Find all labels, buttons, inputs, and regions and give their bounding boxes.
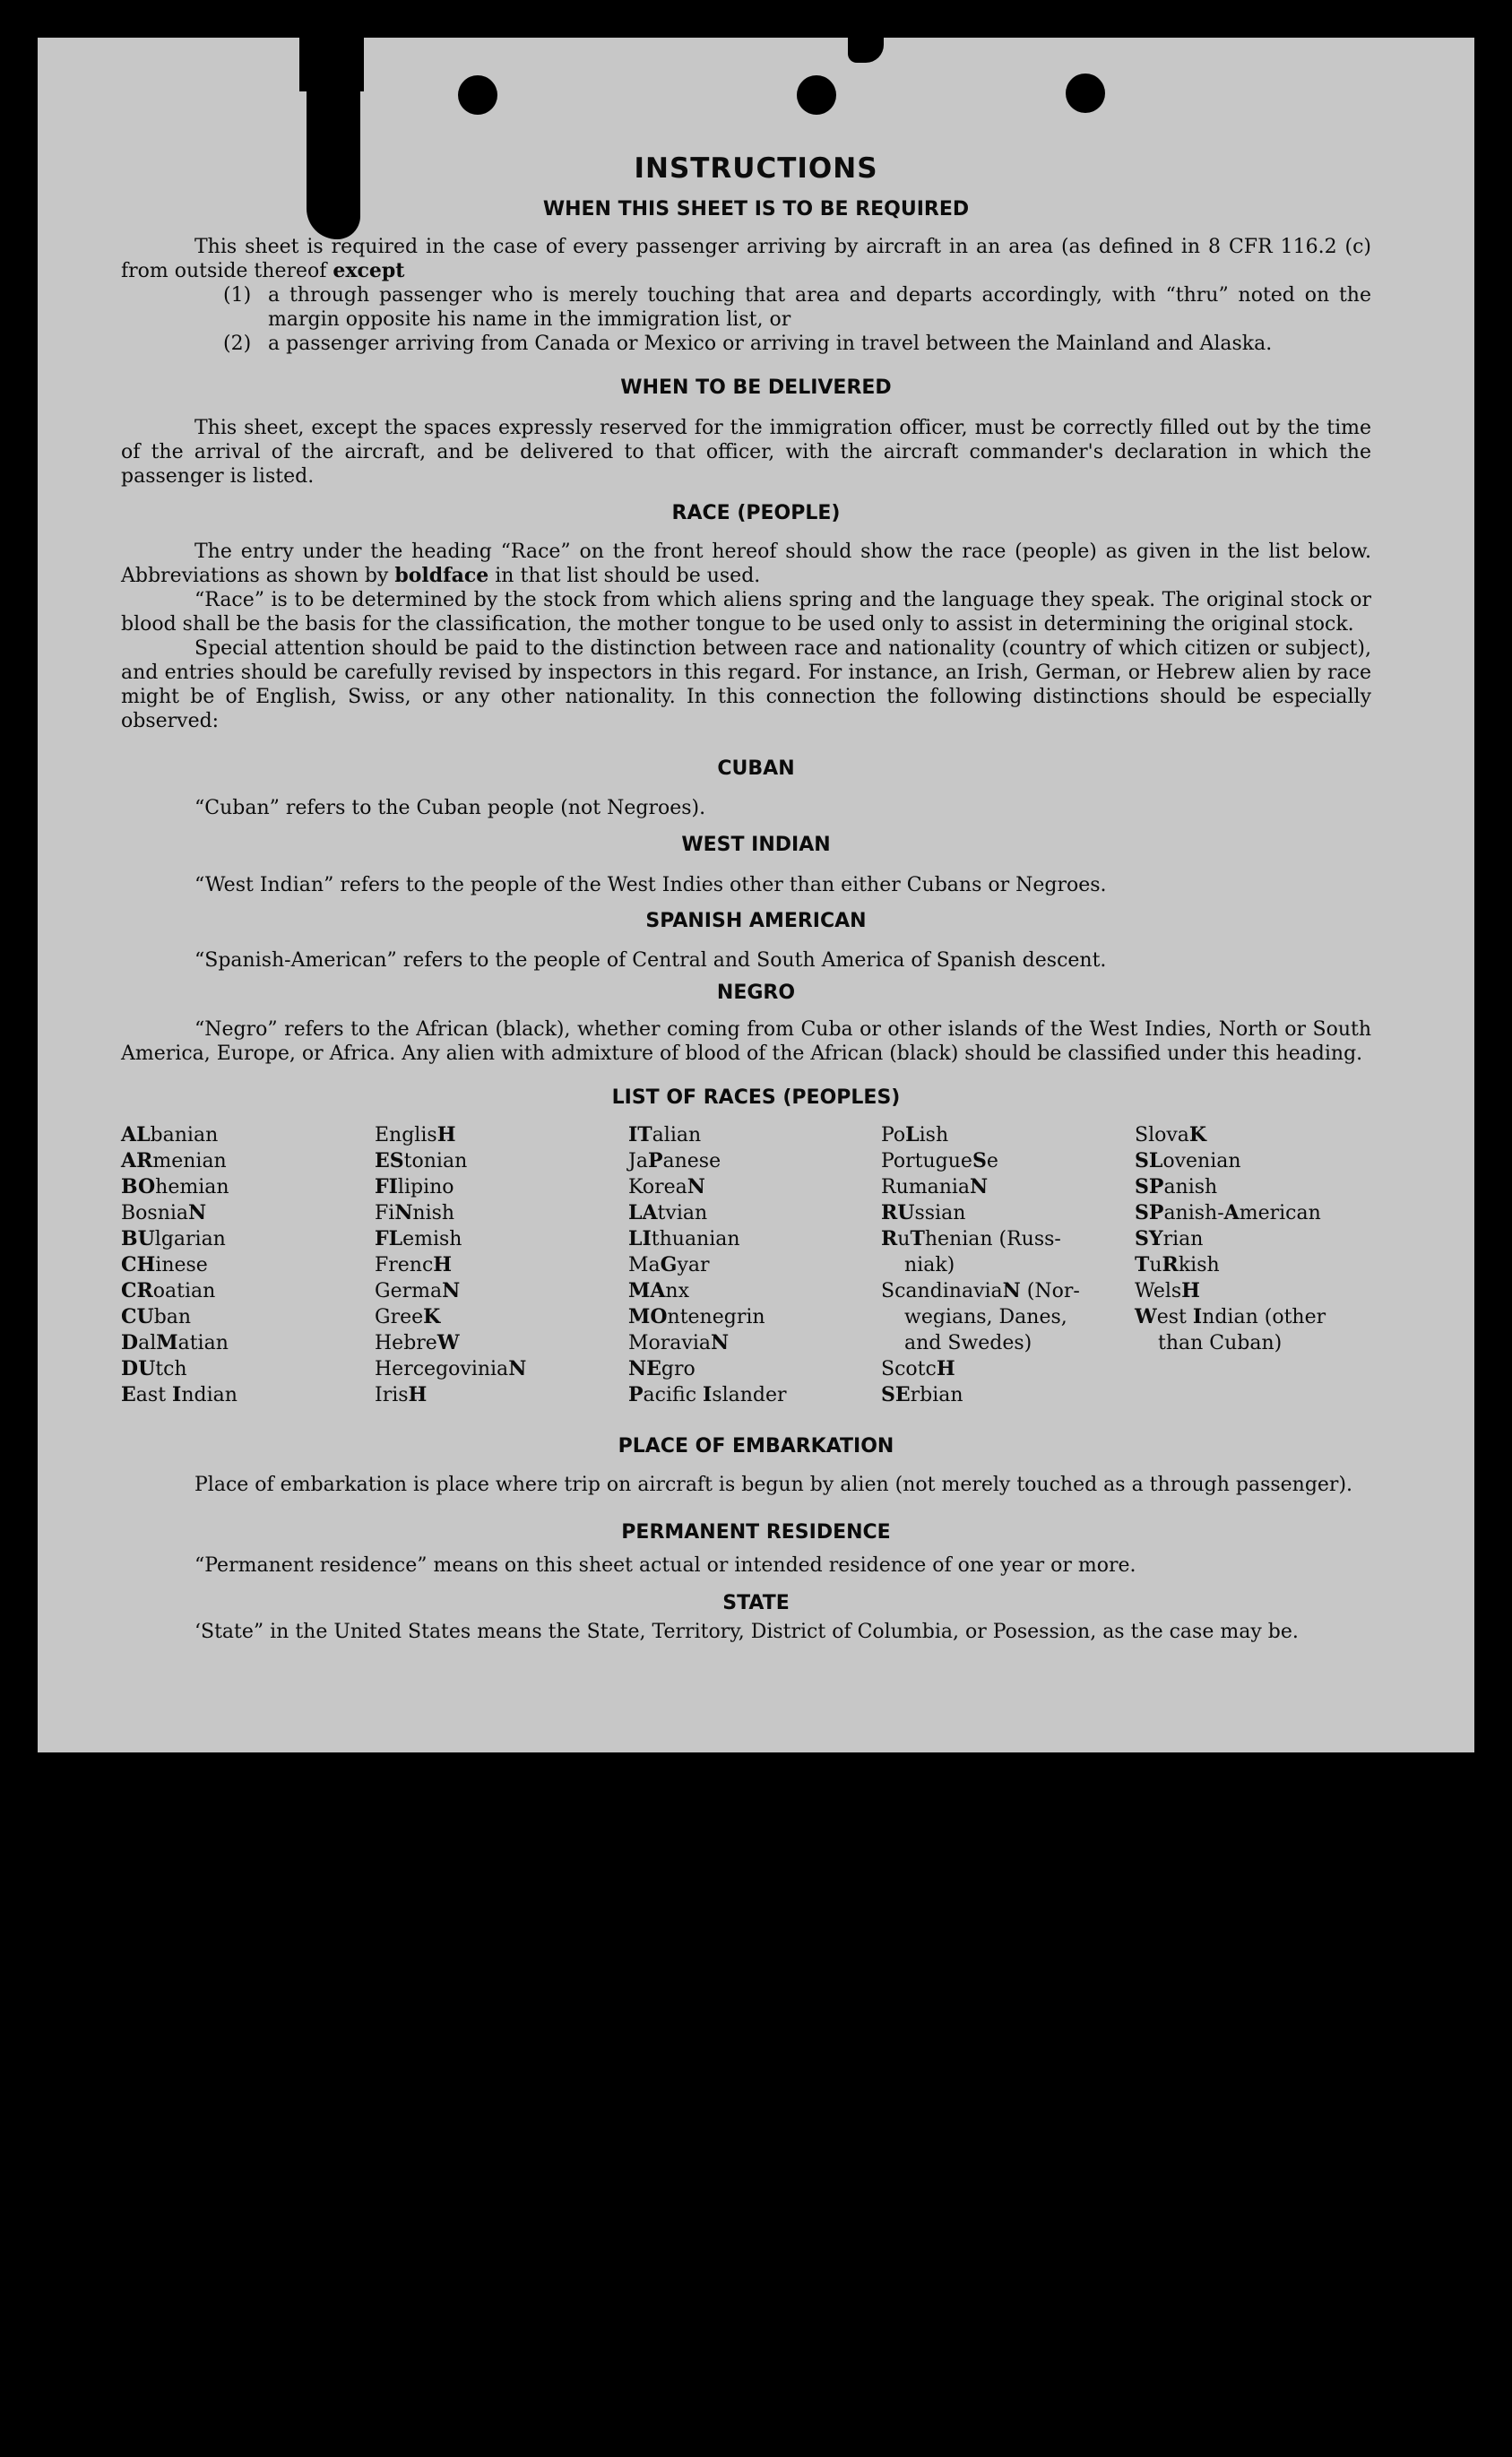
race-entry [1135,1148,1386,1174]
race-abbreviation: CH [121,1253,156,1276]
race-abbreviation: LI [628,1227,652,1250]
race-column [881,1122,1132,1408]
race-abbreviation: N [687,1175,705,1198]
paragraph: “Spanish-American” refers to the people of Central and South America of Spanish descent. [194,949,1107,972]
paragraph [121,540,1371,588]
race-name-part: and Swedes) [904,1332,1032,1354]
race-entry [375,1200,626,1226]
race-abbreviation: W [436,1331,460,1354]
section-when-required [121,235,1371,356]
race-entry [1135,1226,1386,1252]
race-column [121,1122,372,1408]
race-name-part: u [1149,1254,1162,1276]
section-permanent-residence [121,1553,1371,1578]
section-heading-race: RACE (PEOPLE) [671,502,841,524]
section-when-delivered [121,416,1371,489]
race-abbreviation: MO [628,1305,668,1328]
race-abbreviation: I [172,1383,182,1406]
race-abbreviation: S [972,1149,987,1172]
race-entry [628,1356,879,1382]
punch-hole [1066,74,1105,113]
race-name-part: Hebre [375,1332,437,1354]
race-abbreviation: H [408,1383,428,1406]
race-name-part: niak) [904,1254,955,1276]
race-name-part: rian [1162,1228,1204,1250]
race-entry [628,1304,879,1330]
section-race [121,540,1371,733]
race-abbreviation: P [647,1149,663,1172]
document-page [38,38,1474,1752]
race-abbreviation: ES [375,1149,404,1172]
race-name-part: oatian [152,1280,216,1302]
race-name-part: Scotc [881,1358,937,1380]
paragraph: “Permanent residence” means on this sheet actual or intended residence of one year or more. [194,1554,1136,1577]
race-entry [628,1330,879,1356]
race-abbreviation: SP [1135,1175,1164,1198]
race-entry [881,1356,1132,1382]
race-entry [121,1304,372,1330]
race-entry [121,1122,372,1148]
race-abbreviation: I [1192,1305,1203,1328]
race-entry [121,1356,372,1382]
paragraph: Special attention should be paid to the distinction between race and nationality (country of which citizen or subject), and entries should be carefully revised by inspectors in this regard. For instance, an Irish, German, or Hebrew alien by race might be of English, Swiss, or any other nationality. In this connection the following distinctions should be especially observed: [121,637,1371,732]
section-heading-spanish-american: SPANISH AMERICAN [645,910,867,932]
race-entry [375,1122,626,1148]
race-entry [881,1304,1132,1330]
race-name-part: anese [662,1150,721,1172]
section-west-indian [121,873,1371,897]
section-heading-negro: NEGRO [716,982,796,1004]
race-entry [628,1226,879,1252]
race-abbreviation: A [1223,1201,1240,1224]
race-abbreviation: I [703,1383,713,1406]
race-name-part: slander [712,1384,787,1406]
race-abbreviation: R [881,1227,898,1250]
race-entry [628,1174,879,1200]
race-name-part: Korea [628,1176,687,1198]
race-abbreviation: P [628,1383,644,1406]
race-name-part: (Nor- [1020,1280,1080,1302]
race-entry [375,1174,626,1200]
race-name-part: Ma [628,1254,661,1276]
paragraph: “Race” is to be determined by the stock from which aliens spring and the language they speak. The original stock or blood shall be the basis for the classification, the mother tongue to be used only to assist in determining the original stock. [121,589,1371,636]
paragraph: Place of embarkation is place where trip on aircraft is begun by alien (not merely touched as a through passenger). [194,1474,1353,1496]
race-name-part: est [1156,1306,1193,1328]
race-name-part: yar [677,1254,710,1276]
race-entry [375,1356,626,1382]
race-name-part: ovenian [1162,1150,1241,1172]
race-abbreviation: K [423,1305,441,1328]
race-abbreviation: N [188,1201,207,1224]
race-entry [1135,1122,1386,1148]
race-name-part: ast [135,1384,173,1406]
race-abbreviation: AR [121,1149,153,1172]
race-name-part: nish [412,1202,455,1224]
section-heading-permanent-residence: PERMANENT RESIDENCE [621,1521,891,1544]
race-abbreviation: N [508,1357,527,1380]
torn-paper-edge [848,38,884,63]
race-entry [375,1226,626,1252]
race-abbreviation: E [121,1383,136,1406]
paragraph: ‘State” in the United States means the State, Territory, District of Columbia, or Posession, as the case may be. [194,1621,1299,1643]
race-name-part: tonian [403,1150,468,1172]
race-abbreviation: N [970,1175,989,1198]
race-entry [1135,1200,1386,1226]
race-entry [375,1278,626,1304]
race-abbreviation: R [1162,1253,1179,1276]
race-abbreviation: CR [121,1279,153,1302]
torn-paper-edge [299,38,364,91]
race-name-part: ntenegrin [667,1306,765,1328]
race-name-part: than Cuban) [1158,1332,1283,1354]
paragraph-text: in that list should be used. [488,565,761,587]
race-name-part: inese [155,1254,208,1276]
race-entry [375,1304,626,1330]
race-name-part: Englis [375,1124,437,1146]
race-name-part: banian [150,1124,219,1146]
race-name-part: Portugue [881,1150,972,1172]
race-abbreviation: RU [881,1201,915,1224]
section-heading-list-of-races: LIST OF RACES (PEOPLES) [611,1086,901,1109]
race-entry [881,1200,1132,1226]
section-heading-when-required: WHEN THIS SHEET IS TO BE REQUIRED [542,198,970,221]
punch-hole [458,75,497,115]
race-name-part: nx [665,1280,689,1302]
race-entry [121,1252,372,1278]
section-place-of-embarkation [121,1473,1371,1497]
section-heading-cuban: CUBAN [717,757,795,780]
race-abbreviation: H [436,1123,456,1146]
race-name-part: Germa [375,1280,443,1302]
race-entry [881,1226,1132,1252]
race-abbreviation: SP [1135,1201,1164,1224]
paragraph: “Cuban” refers to the Cuban people (not Negroes). [194,797,706,819]
race-name-part: anish- [1163,1202,1224,1224]
race-entry [121,1382,372,1408]
item-text: a through passenger who is merely touching that area and departs accordingly, with “thru” noted on the margin opposite his name in the immigration list, or [268,284,1371,331]
race-entry [881,1278,1132,1304]
race-abbreviation: M [156,1331,178,1354]
race-abbreviation: D [121,1331,139,1354]
paragraph: This sheet, except the spaces expressly reserved for the immigration officer, must be correctly filled out by the time of the arrival of the aircraft, and be delivered to that officer, with the aircraft commander's declaration in which the passenger is listed. [121,417,1371,488]
race-name-part: ish [919,1124,949,1146]
punch-hole [797,75,836,115]
race-name-part: tvian [657,1202,708,1224]
race-abbreviation: K [1188,1123,1207,1146]
section-heading-west-indian: WEST INDIAN [681,834,831,856]
race-abbreviation: H [1181,1279,1200,1302]
section-spanish-american [121,948,1371,973]
race-entry [628,1200,879,1226]
section-heading-when-delivered: WHEN TO BE DELIVERED [620,376,892,399]
race-entry [628,1278,879,1304]
race-name-part: henian (Russ- [924,1228,1061,1250]
section-state [121,1620,1371,1644]
race-column [628,1122,879,1408]
race-abbreviation: T [1135,1253,1150,1276]
race-entry [121,1174,372,1200]
race-abbreviation: N [442,1279,461,1302]
race-abbreviation: SL [1135,1149,1163,1172]
race-abbreviation: LA [628,1201,658,1224]
race-abbreviation: W [1135,1305,1157,1328]
item-number: (2) [223,333,252,355]
race-name-part: Bosnia [121,1202,189,1224]
race-name-part: Ja [628,1150,648,1172]
race-name-part: kish [1178,1254,1220,1276]
race-name-part: atian [177,1332,229,1354]
race-name-part: Scandinavia [881,1280,1003,1302]
race-name-part: ndian [181,1384,238,1406]
race-name-part: ban [153,1306,192,1328]
race-name-part: emish [402,1228,462,1250]
race-name-part: hemian [155,1176,229,1198]
intro-text: This sheet is required in the case of every passenger arriving by aircraft in an area (as defined in 8 CFR 116.2 (c) from outside thereof [121,236,1371,282]
list-item [121,283,1371,332]
race-abbreviation: DU [121,1357,156,1380]
race-abbreviation: L [905,1123,920,1146]
race-name-part: lipino [397,1176,454,1198]
race-name-part: Iris [375,1384,409,1406]
race-entry [1135,1304,1386,1330]
race-name-part: wegians, Danes, [904,1306,1067,1328]
race-entry [375,1148,626,1174]
race-abbreviation: N [394,1201,413,1224]
race-name-part: lgarian [154,1228,226,1250]
paragraph-text: The entry under the heading “Race” on the front hereof should show the race (people) as given in the list below. Abbreviations as shown by [121,541,1371,587]
race-abbreviation: BU [121,1227,155,1250]
race-entry [1135,1252,1386,1278]
race-name-part: gro [661,1358,696,1380]
race-name-part: anish [1163,1176,1218,1198]
race-entry [121,1226,372,1252]
race-entry [375,1382,626,1408]
list-item [121,332,1371,356]
race-abbreviation: IT [628,1123,652,1146]
race-name-part: menian [152,1150,227,1172]
race-entry [881,1330,1132,1356]
paragraph: “West Indian” refers to the people of the West Indies other than either Cubans or Negroes. [194,874,1107,896]
race-name-part: rbian [910,1384,963,1406]
race-entry [628,1148,879,1174]
section-negro [121,1017,1371,1066]
race-entry [121,1148,372,1174]
race-name-part: tch [155,1358,187,1380]
race-entry [1135,1330,1386,1356]
item-text: a passenger arriving from Canada or Mexico or arriving in travel between the Mainland and Alaska. [268,333,1273,355]
race-abbreviation: N [1002,1279,1021,1302]
section-cuban [121,796,1371,820]
race-name-part: Gree [375,1306,424,1328]
race-name-part: Slova [1135,1124,1189,1146]
race-name-part: thuanian [651,1228,740,1250]
race-abbreviation: AL [121,1123,151,1146]
race-name-part: merican [1239,1202,1321,1224]
race-abbreviation: H [433,1253,453,1276]
race-name-part: Hercegovinia [375,1358,509,1380]
race-column [1135,1122,1386,1356]
race-name-part: e [986,1150,998,1172]
race-abbreviation: FI [375,1175,398,1198]
intro-bold-text: except [333,259,405,282]
race-abbreviation: FL [375,1227,403,1250]
race-entry [375,1252,626,1278]
race-column [375,1122,626,1408]
race-abbreviation: SE [881,1383,911,1406]
race-abbreviation: H [936,1357,955,1380]
race-name-part: Rumania [881,1176,971,1198]
race-entry [628,1122,879,1148]
race-entry [881,1174,1132,1200]
race-name-part: Moravia [628,1332,711,1354]
paragraph: “Negro” refers to the African (black), whether coming from Cuba or other islands of the West Indies, North or South America, Europe, or Africa. Any alien with admixture of blood of the African (black) should be classified under this heading. [121,1018,1371,1065]
race-name-part: al [138,1332,157,1354]
race-abbreviation: T [910,1227,925,1250]
race-abbreviation: SY [1135,1227,1163,1250]
paragraph [121,235,1371,283]
race-abbreviation: G [660,1253,678,1276]
race-entry [881,1122,1132,1148]
race-entry [628,1252,879,1278]
paragraph-bold-text: boldface [394,564,489,587]
section-heading-state: STATE [722,1592,790,1614]
race-name-part: u [897,1228,911,1250]
race-entry [121,1330,372,1356]
race-name-part: Fi [375,1202,395,1224]
race-name-part: Frenc [375,1254,434,1276]
race-entry [881,1252,1132,1278]
race-entry [881,1148,1132,1174]
race-abbreviation: BO [121,1175,156,1198]
item-number: (1) [223,284,252,307]
race-entry [375,1330,626,1356]
section-heading-place-of-embarkation: PLACE OF EMBARKATION [618,1435,894,1458]
race-abbreviation: NE [628,1357,661,1380]
race-name-part: Po [881,1124,906,1146]
race-name-part: alian [652,1124,702,1146]
race-entry [121,1278,372,1304]
race-entry [1135,1174,1386,1200]
race-abbreviation: CU [121,1305,154,1328]
race-name-part: ssian [914,1202,966,1224]
race-entry [881,1382,1132,1408]
race-abbreviation: N [711,1331,730,1354]
race-name-part: acific [643,1384,704,1406]
race-name-part: ndian (other [1202,1306,1326,1328]
page-title: INSTRUCTIONS [634,152,878,185]
race-entry [1135,1278,1386,1304]
race-entry [628,1382,879,1408]
race-abbreviation: MA [628,1279,666,1302]
race-entry [121,1200,372,1226]
race-name-part: Wels [1135,1280,1182,1302]
